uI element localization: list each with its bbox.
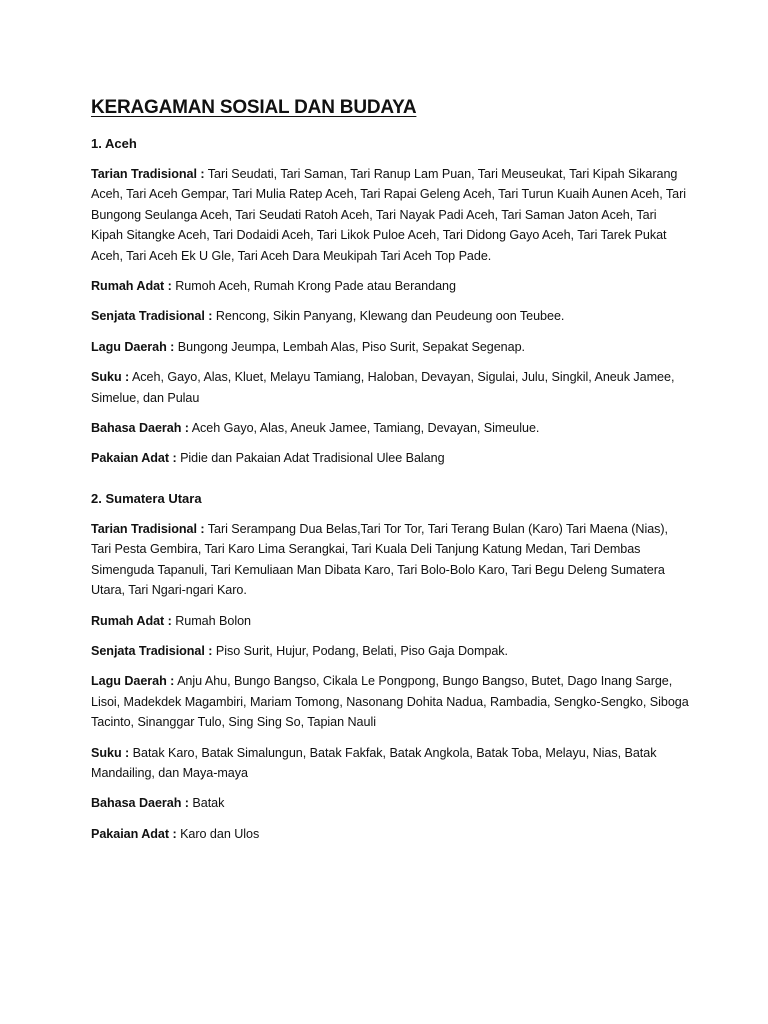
entry-label: Senjata Tradisional : (91, 309, 213, 324)
entry-value: Karo dan Ulos (176, 826, 260, 841)
entry-label: Suku : (91, 370, 130, 385)
entry-value: Bungong Jeumpa, Lembah Alas, Piso Surit, Sepakat Segenap. (174, 339, 525, 354)
section-heading: 1. Aceh (91, 136, 137, 151)
entry-value: Aceh Gayo, Alas, Aneuk Jamee, Tamiang, Devayan, Simeulue. (188, 421, 540, 436)
entry-pakaian-adat (91, 824, 691, 844)
entry-senjata-tradisional (91, 641, 691, 661)
section-sumatera-utara (91, 489, 691, 844)
entry-label: Senjata Tradisional : (91, 643, 213, 658)
entry-label: Bahasa Daerah : (91, 421, 189, 436)
entry-label: Pakaian Adat : (91, 451, 177, 466)
entry-bahasa-daerah (91, 793, 691, 813)
entry-value: Rencong, Sikin Panyang, Klewang dan Peudeung oon Teubee. (212, 309, 565, 324)
entry-label: Suku : (91, 745, 130, 760)
entry-label: Tarian Tradisional : (91, 167, 205, 181)
document-title: KERAGAMAN SOSIAL DAN BUDAYA (91, 97, 417, 118)
entry-tarian-tradisional (91, 519, 691, 601)
entry-lagu-daerah (91, 671, 691, 732)
entry-label: Lagu Daerah : (91, 674, 175, 689)
entry-value: Tari Seudati, Tari Saman, Tari Ranup Lam Puan, Tari Meuseukat, Tari Kipah Sikarang Aceh, Tari Aceh Gempar, Tari Mulia Ratep Aceh, Tari Rapai Geleng Aceh, Tari Turun Kuaih Aunen Aceh, Tari Bungong Seulanga Aceh, Tari Seudati Ratoh Aceh, Tari Nayak Padi Aceh, Tari Saman Jaton Aceh, Tari Kipah Sitangke Aceh, Tari Dodaidi Aceh, Tari Likok Puloe Aceh, Tari Didong Gayo Aceh, Tari Tarek Pukat Aceh, Tari Aceh Ek U Gle, Tari Aceh Dara Meukipah Tari Aceh Top Pade. (91, 167, 686, 263)
entry-bahasa-daerah (91, 418, 691, 438)
section-aceh (91, 134, 691, 469)
entry-value: Piso Surit, Hujur, Podang, Belati, Piso Gaja Dompak. (212, 643, 508, 658)
section-heading: 2. Sumatera Utara (91, 490, 202, 506)
entry-label: Rumah Adat : (91, 613, 172, 628)
entry-value: Rumoh Aceh, Rumah Krong Pade atau Berandang (171, 279, 456, 294)
entry-label: Pakaian Adat : (91, 826, 177, 841)
entry-suku (91, 367, 691, 408)
entry-suku (91, 743, 691, 784)
entry-value: Batak (188, 796, 225, 811)
entry-value: Tari Serampang Dua Belas,Tari Tor Tor, Tari Terang Bulan (Karo) Tari Maena (Nias), Tari Pesta Gembira, Tari Karo Lima Serangkai, Tari Kuala Deli Tanjung Katung Medan, Tari Dembas Simenguda Tapanuli, Tari Kemuliaan Man Dibata Karo, Tari Bolo-Bolo Karo, Tari Begu Deleng Sumatera Utara, Tari Ngari-ngari Karo. (91, 521, 668, 598)
entry-rumah-adat (91, 276, 691, 296)
entry-value: Anju Ahu, Bungo Bangso, Cikala Le Pongpong, Bungo Bangso, Butet, Dago Inang Sarge, Lisoi, Madekdek Magambiri, Mariam Tomong, Nasonang Dohita Nadua, Rambadia, Sengko-Sengko, Siboga Tacinto, Sinanggar Tulo, Sing Sing So, Tapian Nauli (91, 674, 689, 730)
entry-tarian-tradisional (91, 164, 691, 266)
entry-label: Bahasa Daerah : (91, 796, 189, 811)
entry-value: Aceh, Gayo, Alas, Kluet, Melayu Tamiang, Haloban, Devayan, Sigulai, Julu, Singkil, Aneuk Jamee, Simelue, dan Pulau (91, 370, 675, 405)
entry-label: Lagu Daerah : (91, 339, 175, 354)
entry-label: Rumah Adat : (91, 279, 172, 294)
document-page (91, 96, 691, 854)
entry-rumah-adat (91, 611, 691, 631)
entry-value: Rumah Bolon (171, 613, 252, 628)
entry-label: Tarian Tradisional : (91, 521, 205, 536)
entry-senjata-tradisional (91, 306, 691, 326)
entry-pakaian-adat (91, 448, 691, 468)
entry-value: Batak Karo, Batak Simalungun, Batak Fakfak, Batak Angkola, Batak Toba, Melayu, Nias, Batak Mandailing, dan Maya-maya (91, 745, 657, 780)
entry-value: Pidie dan Pakaian Adat Tradisional Ulee Balang (176, 451, 445, 466)
entry-lagu-daerah (91, 337, 691, 357)
